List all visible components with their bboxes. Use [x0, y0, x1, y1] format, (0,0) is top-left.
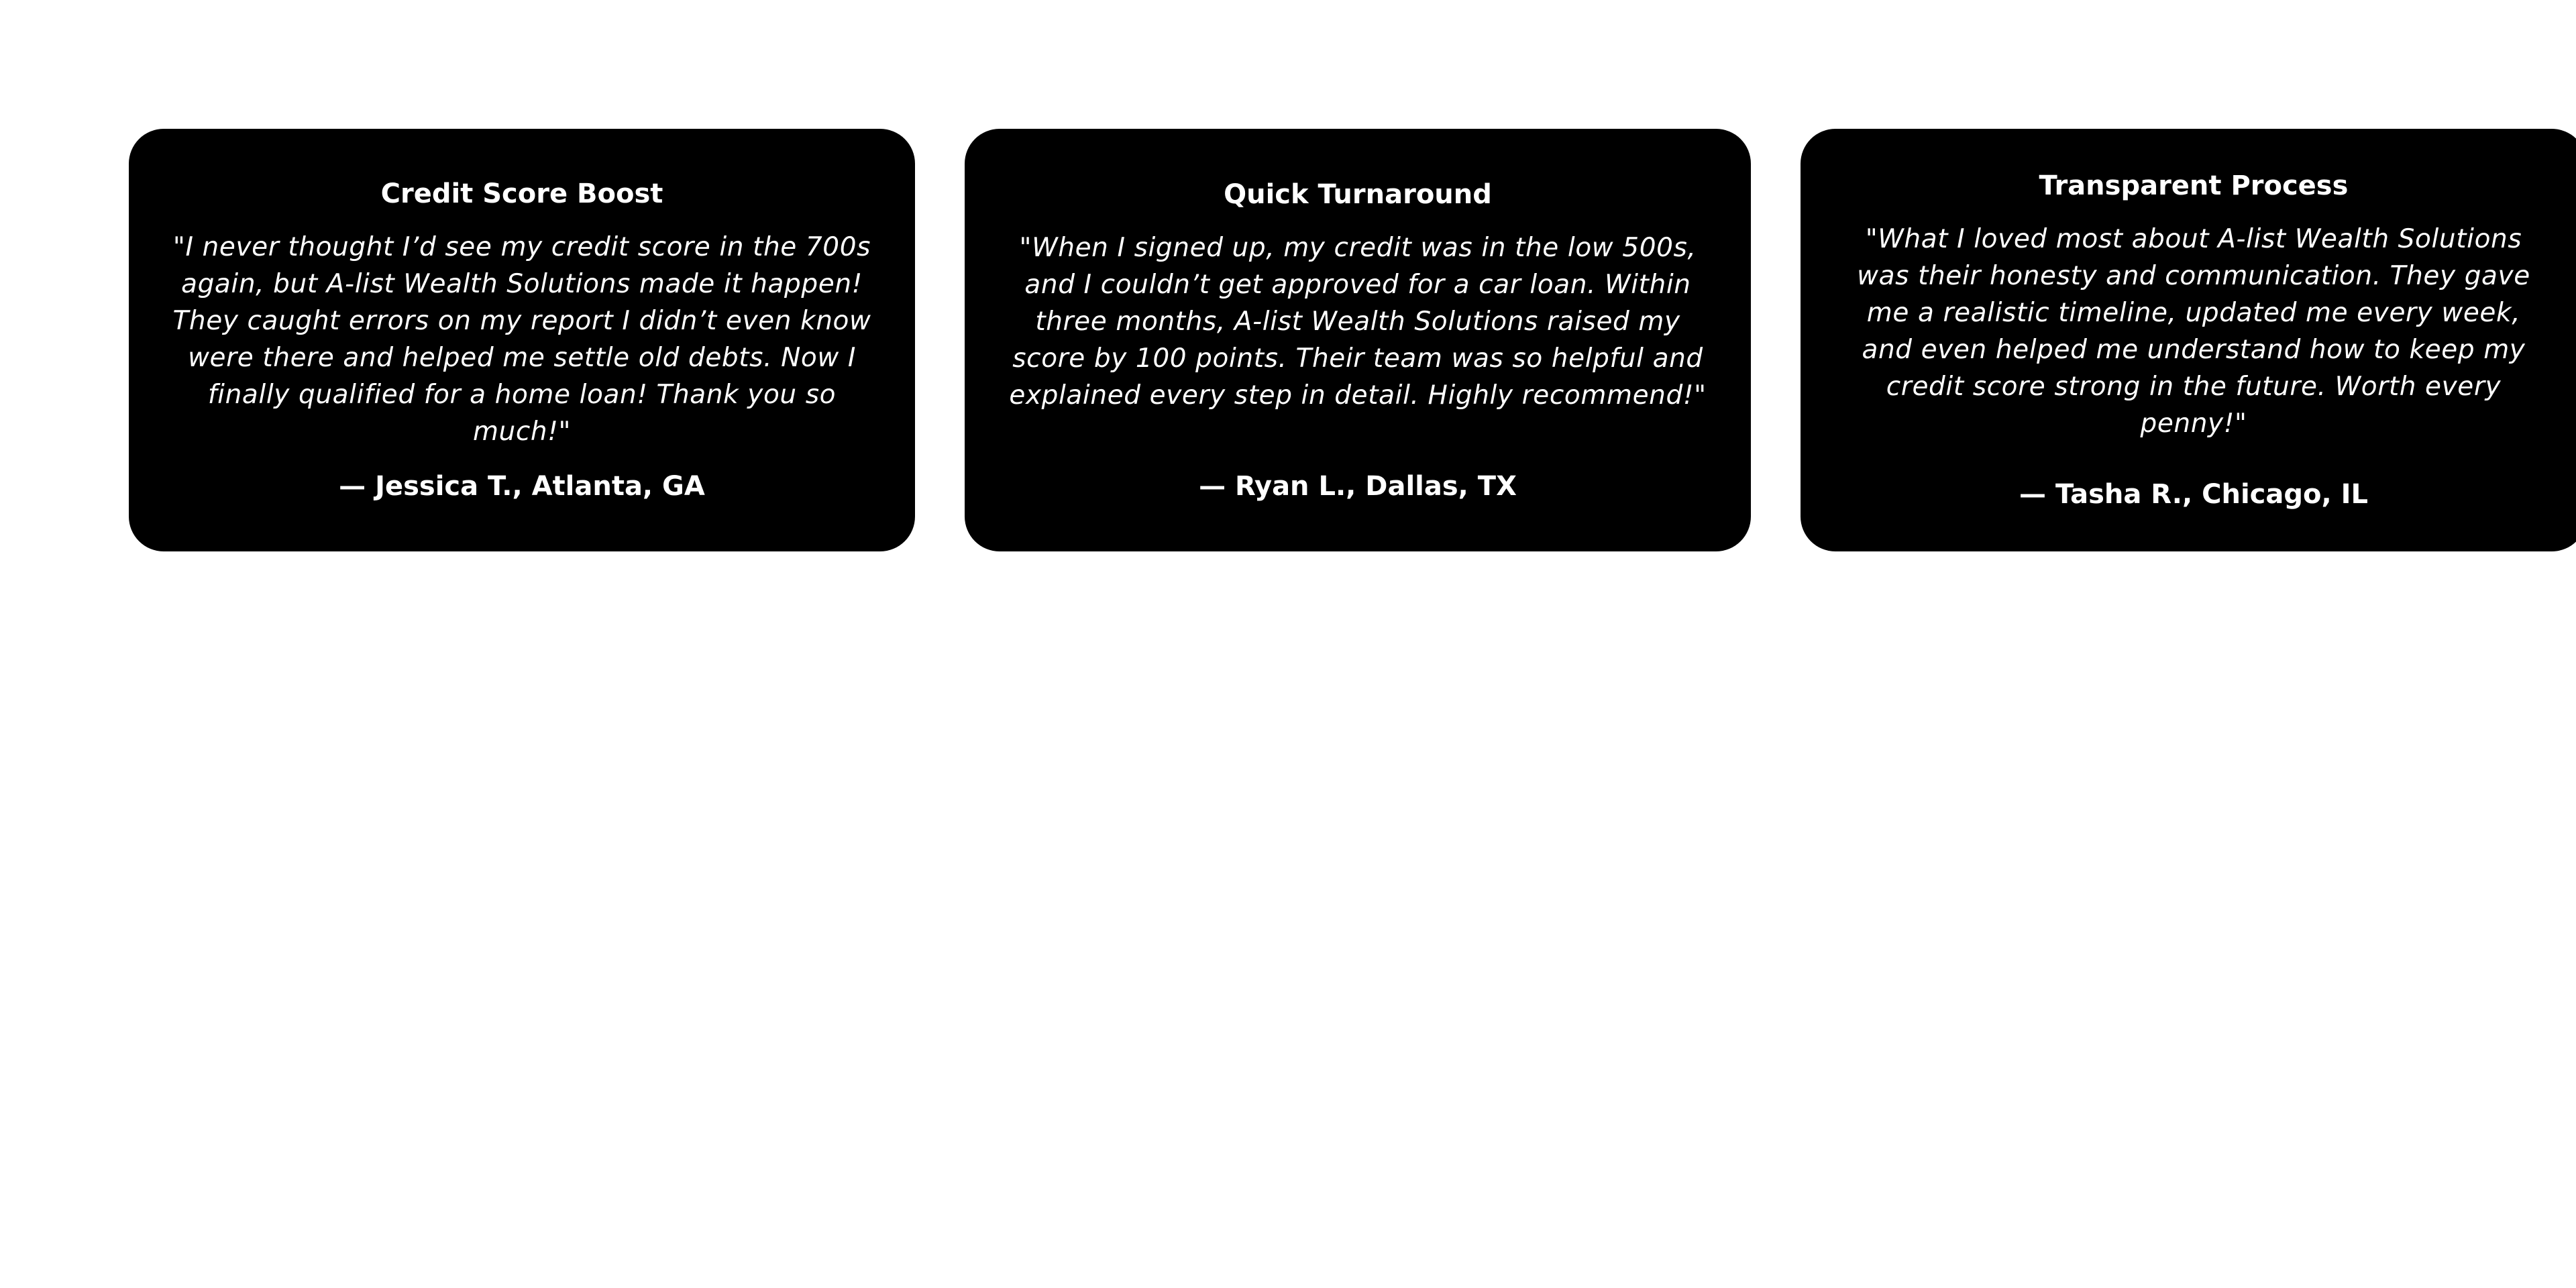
testimonial-card [129, 129, 915, 551]
testimonial-card [1801, 129, 2576, 551]
testimonials-row [129, 129, 2576, 551]
testimonial-card [965, 129, 1751, 551]
testimonial-title: Transparent Process [2039, 170, 2349, 201]
testimonial-author: — Ryan L., Dallas, TX [1199, 470, 1517, 502]
testimonial-quote: "I never thought I’d see my credit score in the 700s again, but A-list Wealth Solutions made it happen! They caught errors on my report I didn’t even know were there and helped me settle old debts. Now I finally qualified for a home loan! Thank you so much!" [172, 232, 871, 447]
testimonial-author: — Tasha R., Chicago, IL [2019, 479, 2368, 510]
testimonial-title: Credit Score Boost [380, 178, 663, 209]
testimonial-quote: "When I signed up, my credit was in the low 500s, and I couldn’t get approved for a car loan. Within three months, A-list Wealth Solutions raised my score by 100 points. Their team was so helpful and explained every step in detail. Highly recommend!" [1009, 232, 1707, 411]
testimonial-title: Quick Turnaround [1224, 178, 1492, 210]
testimonial-quote: "What I loved most about A-list Wealth Solutions was their honesty and communication. They gave me a realistic timeline, updated me every week, and even helped me understand how to keep my credit score strong in the future. Worth every penny!" [1857, 224, 2530, 439]
testimonial-author: — Jessica T., Atlanta, GA [339, 471, 705, 502]
